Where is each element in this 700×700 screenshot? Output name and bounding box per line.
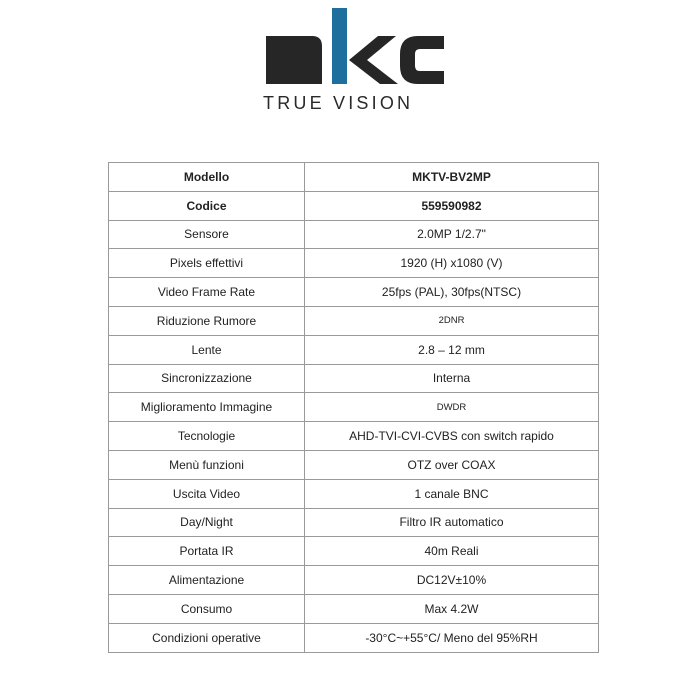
- spec-label: Miglioramento Immagine: [109, 393, 305, 422]
- spec-row: [109, 306, 599, 335]
- spec-row: [109, 422, 599, 451]
- spec-value: 1 canale BNC: [305, 479, 599, 508]
- spec-row: [109, 450, 599, 479]
- spec-value: Max 4.2W: [305, 594, 599, 623]
- brand-tagline: TRUE VISION: [263, 93, 414, 113]
- spec-row: [109, 364, 599, 393]
- spec-label: Riduzione Rumore: [109, 306, 305, 335]
- spec-value: DWDR: [305, 393, 599, 422]
- spec-label: Portata IR: [109, 537, 305, 566]
- spec-row: [109, 537, 599, 566]
- spec-table: [108, 162, 599, 653]
- spec-row: [109, 335, 599, 364]
- spec-row: [109, 191, 599, 220]
- spec-label: Tecnologie: [109, 422, 305, 451]
- spec-row: [109, 566, 599, 595]
- spec-row: [109, 594, 599, 623]
- spec-row: [109, 220, 599, 249]
- spec-value: OTZ over COAX: [305, 450, 599, 479]
- spec-value: MKTV-BV2MP: [305, 163, 599, 192]
- spec-row: [109, 479, 599, 508]
- spec-value: 2.0MP 1/2.7": [305, 220, 599, 249]
- spec-value: AHD-TVI-CVI-CVBS con switch rapido: [305, 422, 599, 451]
- spec-label: Condizioni operative: [109, 623, 305, 652]
- spec-value: Interna: [305, 364, 599, 393]
- spec-value: Filtro IR automatico: [305, 508, 599, 537]
- spec-value: 1920 (H) x1080 (V): [305, 249, 599, 278]
- spec-row: [109, 623, 599, 652]
- spec-label: Sincronizzazione: [109, 364, 305, 393]
- spec-label: Uscita Video: [109, 479, 305, 508]
- spec-value: 2DNR: [305, 306, 599, 335]
- spec-label: Lente: [109, 335, 305, 364]
- spec-label: Consumo: [109, 594, 305, 623]
- spec-row: [109, 393, 599, 422]
- spec-value: 40m Reali: [305, 537, 599, 566]
- spec-value: 559590982: [305, 191, 599, 220]
- spec-row: [109, 249, 599, 278]
- spec-label: Alimentazione: [109, 566, 305, 595]
- spec-label: Menù funzioni: [109, 450, 305, 479]
- spec-value: -30°C~+55°C/ Meno del 95%RH: [305, 623, 599, 652]
- spec-label: Video Frame Rate: [109, 278, 305, 307]
- spec-value: 2.8 – 12 mm: [305, 335, 599, 364]
- spec-value: DC12V±10%: [305, 566, 599, 595]
- mkc-logo: [0, 0, 700, 130]
- spec-row: [109, 278, 599, 307]
- spec-table-body: [109, 163, 599, 653]
- spec-label: Pixels effettivi: [109, 249, 305, 278]
- spec-row: [109, 163, 599, 192]
- spec-value: 25fps (PAL), 30fps(NTSC): [305, 278, 599, 307]
- spec-row: [109, 508, 599, 537]
- spec-label: Modello: [109, 163, 305, 192]
- spec-label: Codice: [109, 191, 305, 220]
- spec-label: Sensore: [109, 220, 305, 249]
- spec-label: Day/Night: [109, 508, 305, 537]
